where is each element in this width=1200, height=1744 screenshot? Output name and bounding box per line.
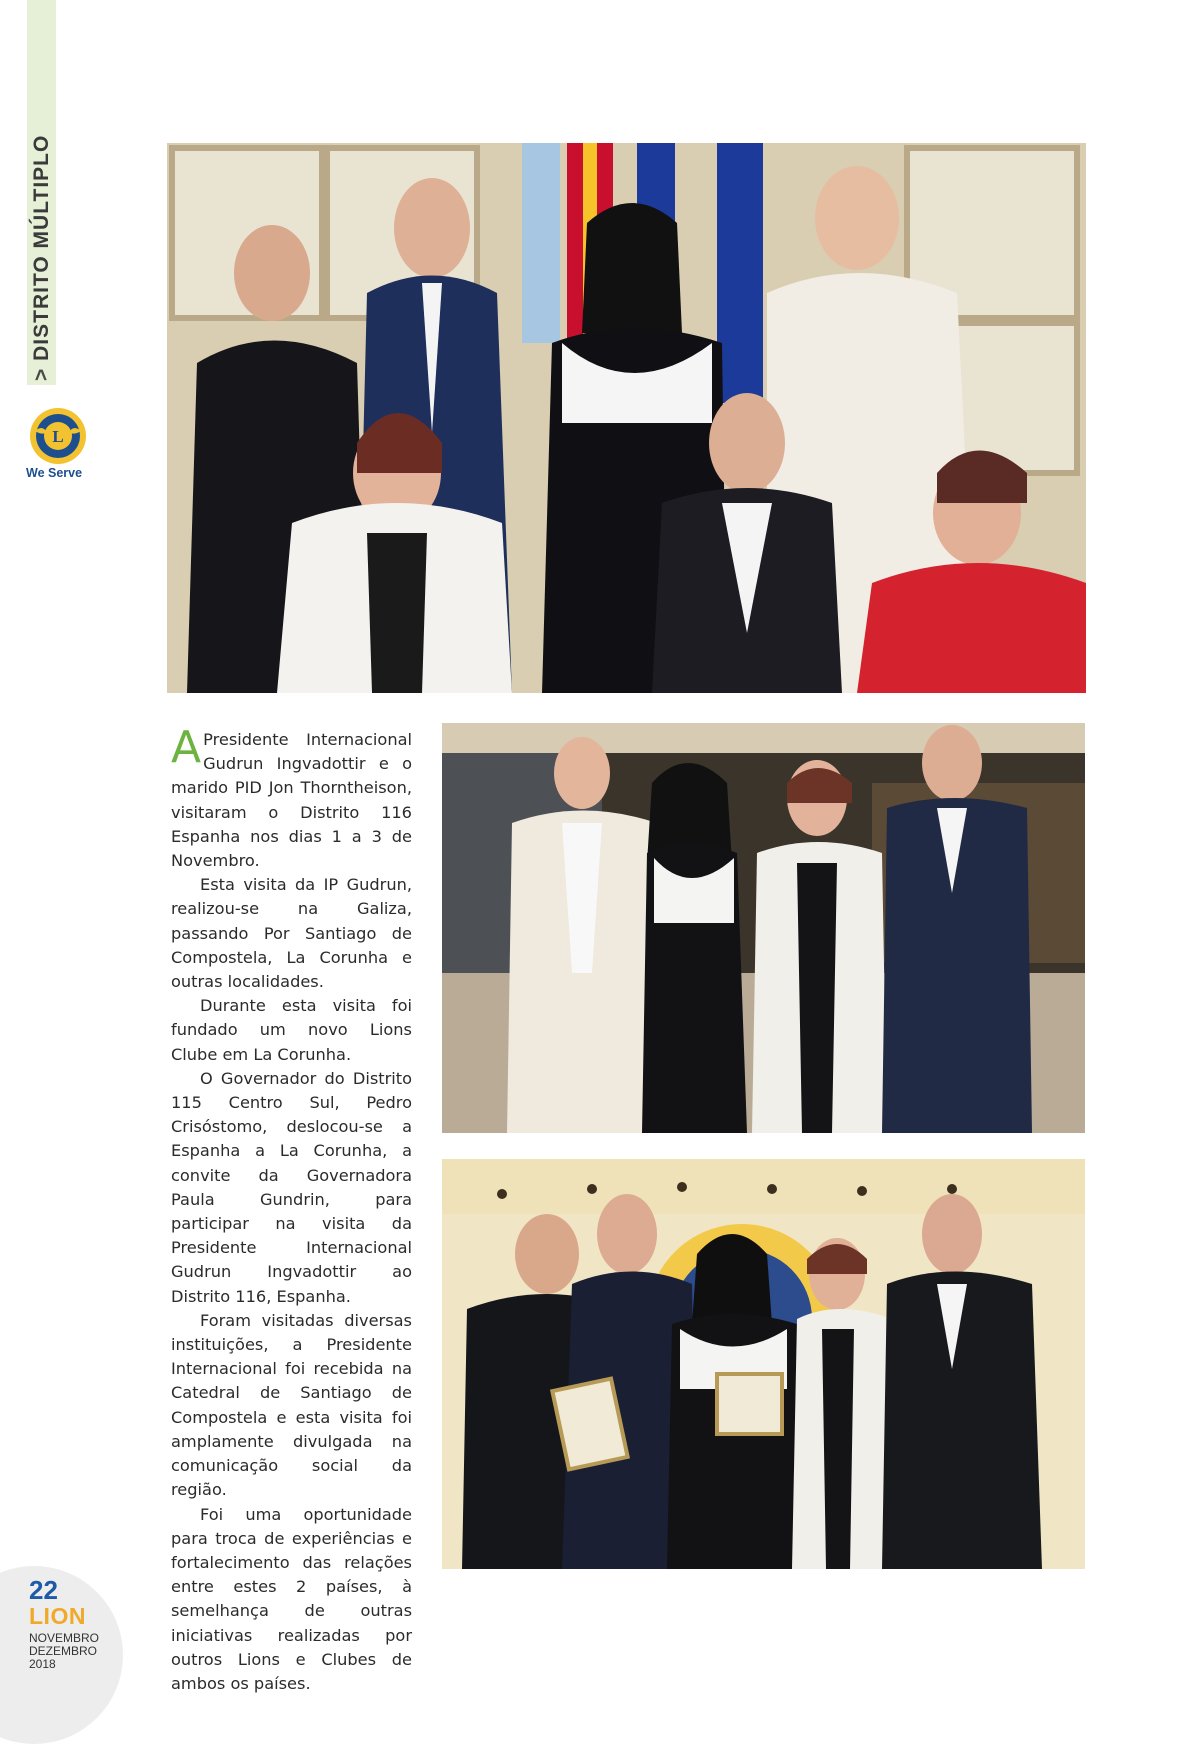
issue-month-1: NOVEMBRO <box>29 1631 100 1645</box>
article-paragraph: Esta visita da IP Gudrun, realizou-se na Galiza, passando Por Santiago de Compostela, La Corunha e outras localidades. <box>171 875 412 992</box>
group-photo-flags <box>167 143 1086 693</box>
award-ceremony-photo <box>442 1159 1085 1569</box>
tagline: We Serve <box>26 466 83 480</box>
article-paragraph: O Governador do Distrito 115 Centro Sul, Pedro Crisóstomo, deslocou-se a Espanha a La Corunha, a convite da Governadora Paula Gundrin, para participar na visita da Presidente Internacional Gudrun Ingvadottir ao Distrito 116, Espanha. <box>171 1068 412 1306</box>
magazine-title: LION <box>29 1603 86 1629</box>
issue-year: 2018 <box>29 1657 56 1671</box>
svg-text:L: L <box>52 427 64 446</box>
article-paragraph: A Presidente Internacional Gudrun Ingvadottir e o marido PID Jon Thorntheison, visitaram o Distrito 116 Espanha nos dias 1 a 3 de Novembro. <box>171 722 412 871</box>
dropcap: A <box>171 722 202 773</box>
chevron-icon: > <box>30 367 53 381</box>
section-title: DISTRITO MÚLTIPLO <box>30 134 53 361</box>
article-paragraph: Durante esta visita foi fundado um novo Lions Clube em La Corunha. <box>171 996 412 1064</box>
article-paragraph: Foram visitadas diversas instituições, a Presidente Internacional foi recebida na Catedral de Santiago de Compostela e esta visita foi amplamente divulgada na comunicação social da região. <box>171 1310 412 1500</box>
article-paragraph: Foi uma oportunidade para troca de experiências e fortalecimento das relações entre estes 2 países, à semelhança de outras iniciativas realizadas por outros Lions e Clubes de ambos os países. <box>171 1504 412 1693</box>
lions-logo-icon <box>29 407 87 465</box>
section-label <box>27 134 56 385</box>
issue-month-2: DEZEMBRO <box>29 1644 98 1658</box>
group-photo-hall <box>442 723 1085 1133</box>
article-body <box>171 722 412 1696</box>
page-number: 22 <box>29 1575 58 1605</box>
